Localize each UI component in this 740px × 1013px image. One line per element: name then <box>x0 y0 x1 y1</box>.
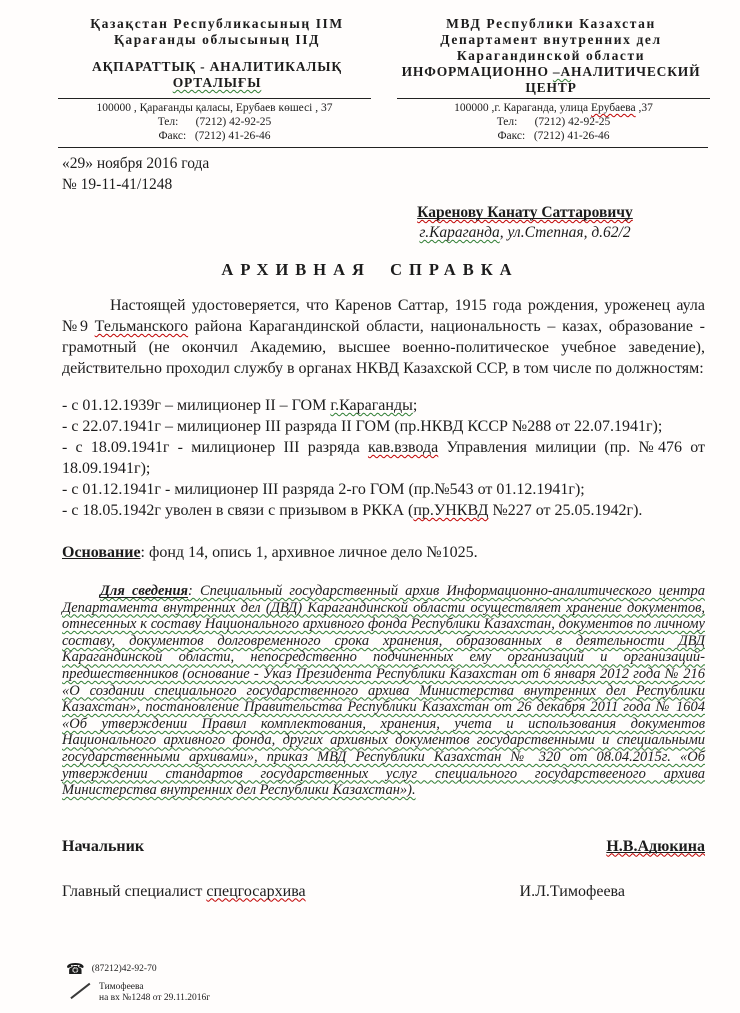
intro-paragraph: Настоящей удостоверяется, что Каренов Саттар, 1915 года рождения, уроженец аула №9 Тельманского района Карагандинской области, национальность – казах, образование - грамотный (не окончил Академию, высшее военно-политическое учебное заведение), действительно проходил службу в органах НКВД Казахской ССР, в том числе по должностям: <box>62 297 706 377</box>
basis-line: Основание: фонд 14, опись 1, архивное личное дело №1025. <box>62 544 478 561</box>
service-record-item-3: - с 18.09.1941г - милиционер III разряда кав.взвода Управления милиции (пр. №476 от 18.09.1941г); <box>62 439 706 477</box>
signature-name-chief: Н.В.Адюкина <box>606 837 705 855</box>
center-name-kk-line1: АҚПАРАТТЫҚ - АНАЛИТИКАЛЫҚ <box>92 59 342 74</box>
reference-block <box>62 153 740 195</box>
signature-row-specialist <box>62 881 705 902</box>
address-kk-fax: Факс: (7212) 41-26-46 <box>158 130 271 142</box>
signature-row-chief <box>62 836 705 857</box>
org-name-ru-line2: Департамент внутренних дел <box>440 32 662 47</box>
center-name-ru-line1: ИНФОРМАЦИОННО –АНАЛИТИЧЕСКИЙ <box>401 64 701 79</box>
address-ru-tel: Тел: (7212) 42-92-25 <box>496 116 611 128</box>
phone-row <box>66 962 210 977</box>
header-divider <box>58 147 708 148</box>
document-title: АРХИВНАЯ СПРАВКА <box>221 260 519 279</box>
document-number: № 19-11-41/1248 <box>62 176 173 193</box>
document-date: «29» ноября 2016 года <box>62 155 210 172</box>
position-label-specialist: Главный специалист спецгосархива <box>62 882 306 900</box>
address-band <box>58 98 710 143</box>
executor-ref-line: на вх №1248 от 29.11.2016г <box>99 993 211 1003</box>
center-name-kk <box>58 59 376 91</box>
document-body <box>62 295 705 799</box>
letterhead-russian <box>384 16 710 96</box>
info-note: Для сведения: Специальный государственный архив Информационно-аналитического центра Департамента внутренних дел (ДВД) Карагандинской области осуществляет хранение документов, отнесенных к составу Национального архивного фонда Республики Казахстан, документов по личному составу, документов долговременного срока хранения, образованных в деятельности ДВД Карагандинской области, непосредственно подчиненных ему организаций и организаций-предшественников (основание - Указ Президента Республики Казахстан от 6 января 2012 года № 216 «О создании специального государственного архива Министерства внутренних дел Республики Казахстан», постановление Правительства Республики Казахстан от 26 декабря 2011 года № 1604 «Об утверждении Правил комплектования, хранения, учета и использования документов Национального архивного фонда, других архивных документов государственными и специальными государственными архивами», приказ МВД Республики Казахстан № 320 от 08.04.2015г. «Об утверждении стандартов государственных услуг специального государствееного архива Министерства внутренних дел Республики Казахстан»). <box>62 583 705 799</box>
address-ru-fax: Факс: (7212) 41-26-46 <box>497 130 610 142</box>
addressee-address: г.Караганда, ул.Степная, д.62/2 <box>419 224 631 241</box>
address-ru-street: 100000 ,г. Караганда, улица Ерубаева ,37 <box>454 102 653 114</box>
address-kk-tel: Тел: (7212) 42-92-25 <box>157 116 272 128</box>
address-kk-street: 100000 , Қарағанды қаласы, Ерубаев көшесі , 37 <box>96 102 333 114</box>
position-label-chief: Начальник <box>62 837 145 855</box>
letterhead <box>0 0 740 96</box>
executor-name: Тимофеева <box>99 982 144 992</box>
executor-lines <box>99 982 210 1004</box>
address-ru <box>397 98 710 143</box>
addressee-block <box>350 203 700 243</box>
address-kk <box>58 98 371 143</box>
addressee-name: Каренову Канату Саттаровичу <box>417 204 633 221</box>
center-name-ru <box>392 64 710 96</box>
letterhead-kazakh <box>58 16 384 96</box>
service-record-item-5: - с 18.05.1942г уволен в связи с призывом в РККА (пр.УНКВД №227 от 25.05.1942г). <box>62 502 643 519</box>
executor-footer <box>66 962 210 1004</box>
executor-phone: (87212)42-92-70 <box>91 964 157 974</box>
phone-icon: ☎ <box>66 960 85 978</box>
signature-name-specialist: И.Л.Тимофеева <box>519 882 625 900</box>
service-record-item-2: - с 22.07.1941г – милиционер III разряда II ГОМ (пр.НКВД КССР №288 от 22.07.1941г); <box>62 418 663 435</box>
org-name-kk-line2: Қарағанды облысының ІІД <box>113 32 321 47</box>
org-name-ru-line1: МВД Республики Казахстан <box>446 16 656 31</box>
service-record-item-1: - с 01.12.1939г – милиционер II – ГОМ г.Караганды; <box>62 397 418 414</box>
center-name-ru-line2: ЦЕНТР <box>525 80 577 95</box>
org-name-ru-line3: Карагандинской области <box>456 48 646 63</box>
org-name-kk-line1: Қазақстан Республикасының ІІМ <box>90 16 344 31</box>
service-record-item-4: - с 01.12.1941г - милиционер III разряда 2-го ГОМ (пр.№543 от 01.12.1941г); <box>62 481 585 498</box>
pen-icon <box>70 983 90 999</box>
center-name-kk-line2: ОРТАЛЫҒЫ <box>172 75 262 90</box>
executor-row <box>66 982 210 1004</box>
